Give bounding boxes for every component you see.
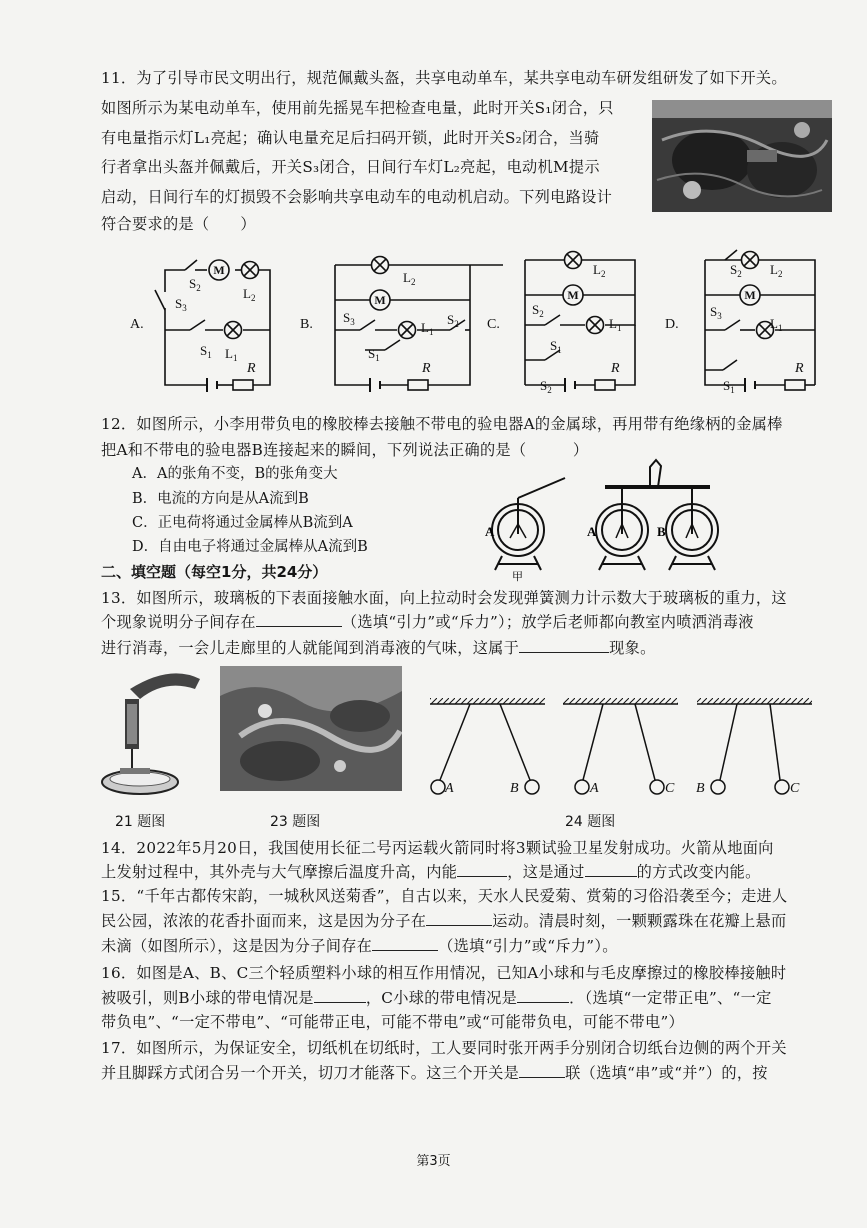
q16-text: 被吸引，则B小球的带电情况是 <box>101 989 314 1007</box>
q15-text: 民公园，浓浓的花香扑面而来，这是因为分子在 <box>101 912 427 930</box>
svg-text:R: R <box>795 361 804 376</box>
q11-circuit-diagrams <box>125 240 825 400</box>
electroscope-figure <box>480 452 740 582</box>
q12-option-c: C．正电荷将通过金属棒从B流到A <box>132 515 353 531</box>
svg-text:S1: $S_1$ <box>200 343 212 360</box>
svg-text:L1: $L_1$ <box>421 320 434 337</box>
q11-line-1: 11．为了引导市民文明出行，规范佩戴头盔，共享电动单车，某共享电动车研发组研发了如下开关。 <box>101 69 787 87</box>
electroscope-label-b: B <box>657 524 666 539</box>
svg-text:S2: $S_2$ <box>540 378 552 395</box>
svg-text:R: R <box>611 361 620 376</box>
q15-text: 运动。清晨时刻，一颗颗露珠在花瓣上悬而 <box>492 912 787 930</box>
q14-text: 的方式改变内能。 <box>636 863 761 881</box>
ball-label: C <box>790 781 800 796</box>
caption-23: 23 题图 <box>270 814 321 830</box>
q16-line-3: 带负电”、“一定不带电”、“可能带正电，可能不带电”或“可能带负电，可能不带电”） <box>101 1013 685 1031</box>
q12-option-a: A．A的张角不变，B的张角变大 <box>132 466 338 482</box>
svg-text:L1: $L_1$ <box>609 316 622 333</box>
q11-line-4: 行者拿出头盔并佩戴后，开关S₃闭合，日间行车灯L₂亮起，电动机M提示 <box>101 158 600 176</box>
electroscope-label-a: A <box>485 524 495 539</box>
option-a: A. <box>130 317 144 332</box>
q16-text: ．（选填“一定带正电”、“一定 <box>569 989 772 1007</box>
figure-24-charged-balls <box>425 692 820 802</box>
q12-option-b: B．电流的方向是从A流到B <box>132 491 309 507</box>
q15-text: 未滴（如图所示），这是因为分子间存在 <box>101 937 373 955</box>
q13-text: 个现象说明分子间存在 <box>101 613 256 631</box>
svg-text:L2: $L_2$ <box>593 262 606 279</box>
q14-blank-1[interactable] <box>457 862 507 877</box>
q16-line-1: 16．如图是A、B、C三个轻质塑料小球的相互作用情况，已知A小球和与毛皮摩擦过的橡胶棒接触时 <box>101 964 787 982</box>
q17-text: 联（选填“串”或“并”）的，按 <box>565 1064 768 1082</box>
q11-line-3: 有电量指示灯L₁亮起；确认电量充足后扫码开锁，此时开关S₂闭合，当骑 <box>101 129 600 147</box>
q15-line-2 <box>101 911 787 931</box>
q17-line-2 <box>101 1063 768 1083</box>
svg-text:S2: $S_2$ <box>532 302 544 319</box>
q16-blank-2[interactable] <box>517 988 569 1003</box>
svg-text:L1: $L_1$ <box>770 316 783 333</box>
ball-label: A <box>590 781 599 796</box>
svg-text:S3: $S_3$ <box>175 296 187 313</box>
q12-line-1: 12．如图所示，小李用带负电的橡胶棒去接触不带电的验电器A的金属球，再用带有绝缘柄的金属棒 <box>101 415 783 433</box>
q14-line-2 <box>101 862 761 882</box>
svg-text:L1: $L_1$ <box>225 346 238 363</box>
svg-text:R: R <box>422 361 431 376</box>
svg-text:S2: $S_2$ <box>730 262 742 279</box>
q11-line-5: 启动，日间行车的灯损毁不会影响共享电动车的电动机启动。下列电路设计 <box>101 188 613 206</box>
section-2-heading: 二、填空题（每空1分，共24分） <box>101 563 328 581</box>
caption-21: 21 题图 <box>115 814 166 830</box>
q15-blank-2[interactable] <box>372 936 438 951</box>
svg-text:M: M <box>744 288 756 302</box>
q11-line-6: 符合要求的是（ ） <box>101 215 256 233</box>
q17-text: 并且脚踩方式闭合另一个开关，切刀才能落下。这三个开关是 <box>101 1064 520 1082</box>
q13-line-2 <box>101 612 754 632</box>
svg-text:S1: $S_1$ <box>368 346 380 363</box>
q14-text: ，这是通过 <box>507 863 585 881</box>
ball-label: B <box>510 781 519 796</box>
figure-23-photo <box>220 666 402 791</box>
svg-text:R: R <box>247 361 256 376</box>
svg-text:L2: $L_2$ <box>403 270 416 287</box>
q14-line-1: 14．2022年5月20日，我国使用长征二号丙运载火箭同时将3颗试验卫星发射成功。火箭从地面向 <box>101 839 774 857</box>
caption-24: 24 题图 <box>565 814 616 830</box>
svg-text:S1: $S_1$ <box>723 378 735 395</box>
q15-line-3 <box>101 936 618 956</box>
q12-option-d: D．自由电子将通过金属棒从A流到B <box>132 539 368 555</box>
q13-text: 进行消毒，一会儿走廊里的人就能闻到消毒液的气味，这属于 <box>101 639 520 657</box>
svg-text:S1: $S_1$ <box>550 338 562 355</box>
q17-line-1: 17．如图所示，为保证安全，切纸机在切纸时，工人要同时张开两手分别闭合切纸台边侧的两个开关 <box>101 1039 787 1057</box>
q16-blank-1[interactable] <box>314 988 366 1003</box>
q17-blank-1[interactable] <box>519 1063 565 1078</box>
q12-line-2: 把A和不带电的验电器B连接起来的瞬间，下列说法正确的是（ ） <box>101 441 589 459</box>
svg-text:M: M <box>567 288 579 302</box>
svg-text:M: M <box>374 293 386 307</box>
ball-label: C <box>665 781 675 796</box>
q11-line-2: 如图所示为某电动单车，使用前先摇晃车把检查电量，此时开关S₁闭合，只 <box>101 99 614 117</box>
q13-text: 现象。 <box>609 639 656 657</box>
option-b: B. <box>300 317 313 332</box>
svg-text:L2: $L_2$ <box>243 286 256 303</box>
svg-text:L2: $L_2$ <box>770 262 783 279</box>
svg-text:S2: $S_2$ <box>447 312 459 329</box>
q15-text: （选填“引力”或“斥力”）。 <box>438 937 618 955</box>
q13-blank-1[interactable] <box>256 612 342 627</box>
option-d: D. <box>665 317 679 332</box>
q13-line-3 <box>101 638 656 658</box>
option-c: C. <box>487 317 500 332</box>
svg-text:S2: $S_2$ <box>189 276 201 293</box>
ball-label: A <box>445 781 454 796</box>
q15-blank-1[interactable] <box>426 911 492 926</box>
q16-line-2 <box>101 988 772 1008</box>
q15-line-1: 15．“千年古都传宋韵，一城秋风送菊香”，自古以来，天水人民爱菊、赏菊的习俗沿袭至今；走进人 <box>101 887 788 905</box>
q16-text: ，C小球的带电情况是 <box>365 989 518 1007</box>
figure-21-spring-scale <box>100 664 210 804</box>
figure-label-jia: 甲 <box>512 571 523 582</box>
svg-text:S3: $S_3$ <box>710 304 722 321</box>
q13-line-1: 13．如图所示，玻璃板的下表面接触水面，向上拉动时会发现弹簧测力计示数大于玻璃板的重力，这 <box>101 589 787 607</box>
svg-text:M: M <box>213 263 225 277</box>
electroscope-label-a2: A <box>587 524 597 539</box>
q13-text: （选填“引力”或“斥力”）；放学后老师都向教室内喷洒消毒液 <box>341 613 754 631</box>
q13-blank-2[interactable] <box>519 638 609 653</box>
ball-label: B <box>696 781 705 796</box>
q14-text: 上发射过程中，其外壳与大气摩擦后温度升高，内能 <box>101 863 458 881</box>
page-number: 第3页 <box>416 1154 451 1169</box>
ebike-photo <box>652 100 832 212</box>
svg-text:S3: $S_3$ <box>343 310 355 327</box>
q14-blank-2[interactable] <box>585 862 637 877</box>
